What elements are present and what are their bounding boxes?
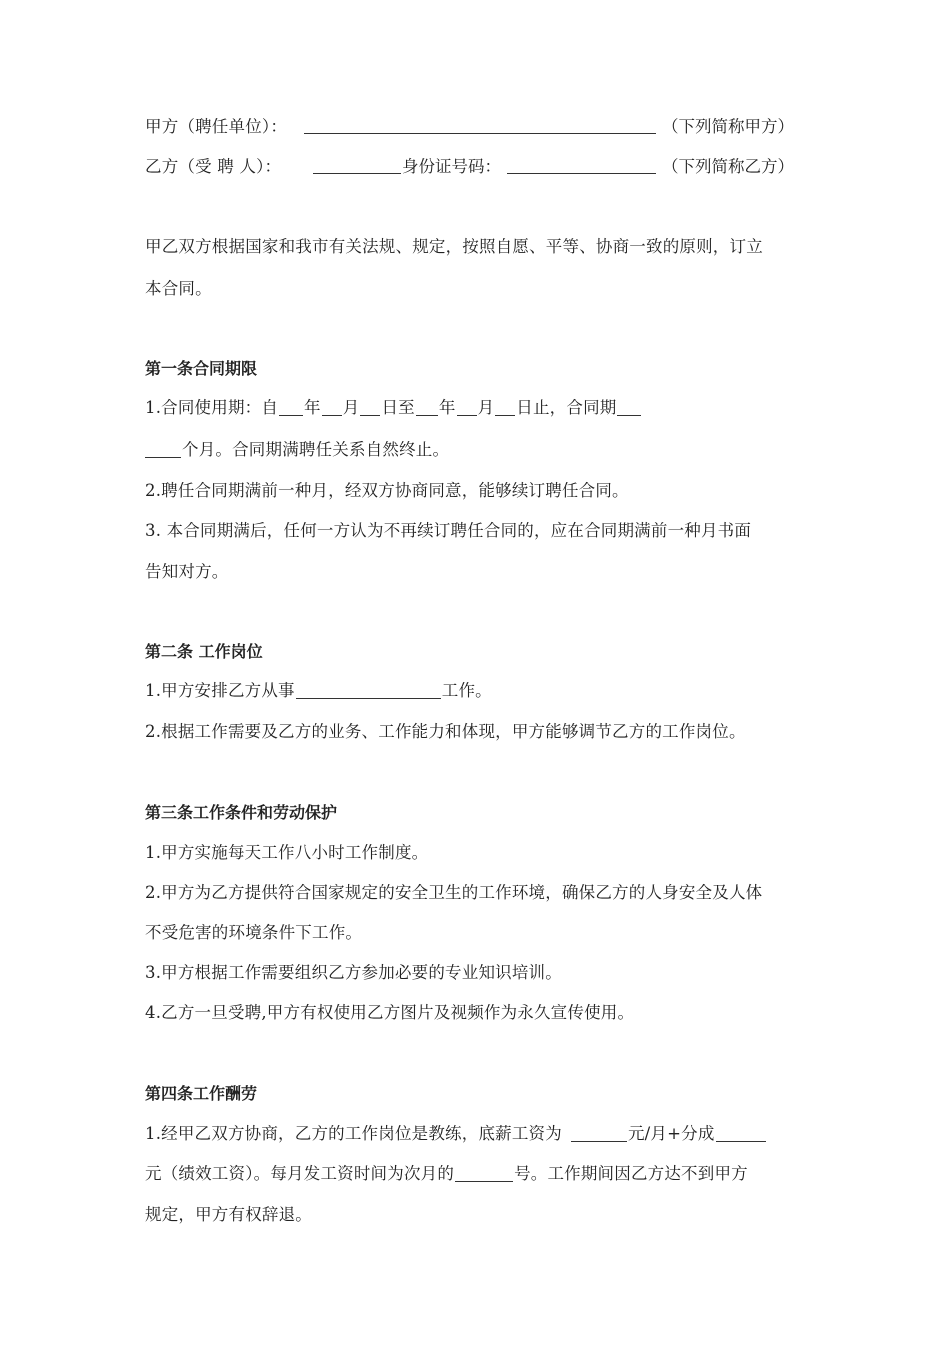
article-1-clause-3-line-1: 3. 本合同期满后，任何一方认为不再续订聘任合同的，应在合同期满前一种月书面 <box>145 521 752 540</box>
start-year-blank[interactable] <box>279 398 303 416</box>
party-a-suffix: （下列简称甲方） <box>662 117 794 136</box>
article-1-clause-1-cont <box>145 439 449 461</box>
article-4-clause-1 <box>145 1123 767 1145</box>
article-1-clause-2: 2.聘任合同期满前一种月，经双方协商同意，能够续订聘任合同。 <box>145 481 629 500</box>
article-3-clause-2-line-2: 不受危害的环境条件下工作。 <box>145 923 363 942</box>
article-3-clause-2-line-1: 2.甲方为乙方提供符合国家规定的安全卫生的工作环境，确保乙方的人身安全及人体 <box>145 883 763 902</box>
article-2-clause-1 <box>145 680 492 702</box>
article-1-clause-1 <box>145 397 642 419</box>
clause-text: 号。工作期间因乙方达不到甲方 <box>514 1164 748 1183</box>
article-4-title: 第四条工作酬劳 <box>145 1084 258 1103</box>
term-months-blank[interactable] <box>617 398 641 416</box>
intro-line-1: 甲乙双方根据国家和我市有关法规、规定，按照自愿、平等、协商一致的原则，订立 <box>145 237 763 256</box>
commission-blank[interactable] <box>716 1124 766 1142</box>
clause-text: 日至 <box>381 398 415 417</box>
job-duty-blank[interactable] <box>296 681 441 699</box>
party-a-line <box>145 116 287 138</box>
article-4-clause-1-line-3: 规定，甲方有权辞退。 <box>145 1205 312 1224</box>
party-a-label: 甲方（聘任单位）： <box>145 117 288 136</box>
clause-text: 1.经甲乙双方协商，乙方的工作岗位是教练，底薪工资为 <box>145 1124 562 1143</box>
clause-text: 个月。合同期满聘任关系自然终止。 <box>182 440 450 459</box>
party-b-label: 乙方（受 聘 人）： <box>145 157 282 176</box>
start-day-blank[interactable] <box>360 398 380 416</box>
article-3-clause-4: 4.乙方一旦受聘,甲方有权使用乙方图片及视频作为永久宣传使用。 <box>145 1003 635 1022</box>
party-b-line <box>145 156 281 178</box>
article-4-clause-1-line-2 <box>145 1163 748 1185</box>
intro-line-2: 本合同。 <box>145 279 212 298</box>
article-1-title: 第一条合同期限 <box>145 359 258 378</box>
start-month-blank[interactable] <box>322 398 342 416</box>
clause-text: 1.合同使用期：自 <box>145 398 279 417</box>
party-b-id-blank[interactable] <box>507 156 656 174</box>
article-3-clause-1: 1.甲方实施每天工作八小时工作制度。 <box>145 843 429 862</box>
clause-text: 月 <box>342 398 360 417</box>
base-salary-blank[interactable] <box>571 1124 627 1142</box>
clause-text: 年 <box>438 398 456 417</box>
clause-text: 月 <box>477 398 495 417</box>
clause-text: 元（绩效工资）。每月发工资时间为次月的 <box>145 1164 455 1183</box>
end-year-blank[interactable] <box>416 398 438 416</box>
party-b-name-blank[interactable] <box>313 156 401 174</box>
clause-text: 年 <box>304 398 321 417</box>
article-3-clause-3: 3.甲方根据工作需要组织乙方参加必要的专业知识培训。 <box>145 963 562 982</box>
party-b-id-label: 身份证号码： <box>402 157 501 176</box>
term-months-blank-cont[interactable] <box>145 440 181 458</box>
clause-text: 元/月+分成 <box>627 1124 715 1143</box>
article-2-clause-2: 2.根据工作需要及乙方的业务、工作能力和体现，甲方能够调节乙方的工作岗位。 <box>145 722 746 741</box>
party-b-suffix: （下列简称乙方） <box>662 157 794 176</box>
article-1-clause-3-line-2: 告知对方。 <box>145 562 229 581</box>
article-2-title: 第二条 工作岗位 <box>145 642 263 661</box>
article-3-title: 第三条工作条件和劳动保护 <box>145 803 338 822</box>
clause-text: 工作。 <box>441 681 492 700</box>
clause-text: 日止，合同期 <box>516 398 617 417</box>
clause-text: 1.甲方安排乙方从事 <box>145 681 295 700</box>
pay-day-blank[interactable] <box>455 1164 513 1182</box>
party-a-name-blank[interactable] <box>304 116 656 134</box>
end-day-blank[interactable] <box>495 398 515 416</box>
end-month-blank[interactable] <box>457 398 477 416</box>
